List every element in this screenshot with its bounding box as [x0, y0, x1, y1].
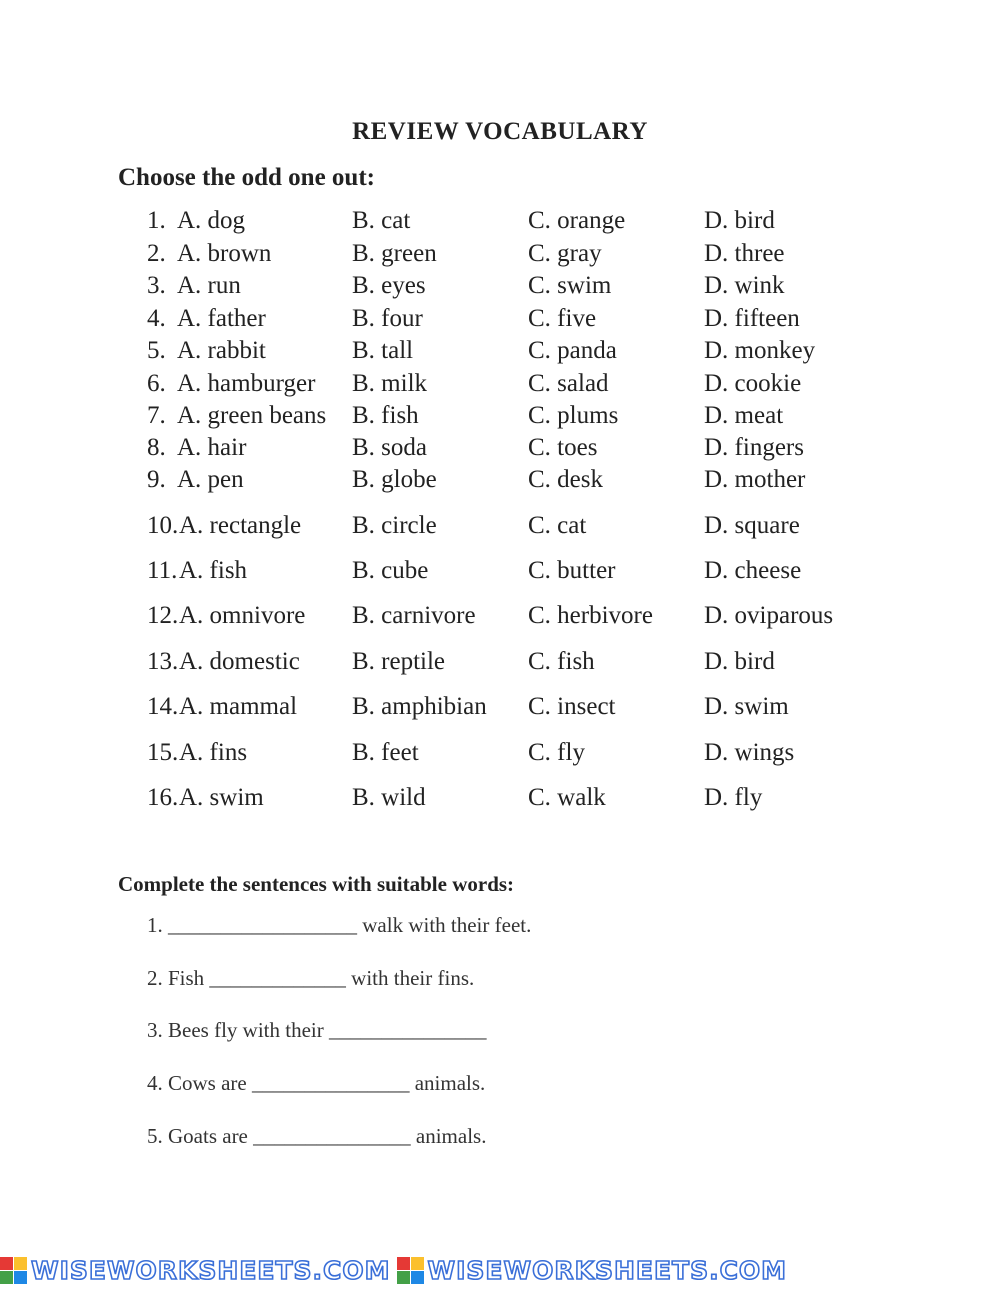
option-b: B. fish [352, 402, 419, 429]
option-b: B. carnivore [352, 602, 476, 629]
option-d: D. monkey [704, 337, 816, 364]
option-a: A. hair [177, 434, 247, 461]
option-b: B. tall [352, 337, 414, 364]
logo-tile [397, 1257, 410, 1270]
question-row [0, 207, 1000, 241]
question-row [0, 272, 1000, 306]
option-c: C. desk [528, 466, 603, 493]
option-a: A. brown [177, 240, 272, 267]
question-number: 14. [147, 693, 179, 720]
question-number: 4. [147, 305, 166, 332]
section-odd-one-out-heading: Choose the odd one out: [118, 164, 375, 191]
option-b: B. milk [352, 370, 428, 397]
option-b: B. wild [352, 784, 426, 811]
option-a: A. pen [177, 466, 244, 493]
option-c: C. plums [528, 402, 619, 429]
question-row [0, 370, 1000, 404]
question-row [0, 784, 1000, 818]
question-number: 7. [147, 402, 166, 429]
option-c: C. toes [528, 434, 598, 461]
option-d: D. bird [704, 207, 775, 234]
option-a: A. domestic [179, 648, 300, 675]
option-c: C. swim [528, 272, 612, 299]
option-b: B. amphibian [352, 693, 487, 720]
option-b: B. soda [352, 434, 427, 461]
option-c: C. walk [528, 784, 606, 811]
option-d: D. cheese [704, 557, 802, 584]
question-row [0, 693, 1000, 727]
question-row [0, 402, 1000, 436]
option-a: A. mammal [179, 693, 298, 720]
option-a: A. father [177, 305, 266, 332]
option-c: C. gray [528, 240, 602, 267]
option-d: D. wink [704, 272, 785, 299]
option-a: A. fins [179, 739, 248, 766]
question-row [0, 557, 1000, 591]
option-c: C. herbivore [528, 602, 653, 629]
option-d: D. square [704, 512, 800, 539]
option-c: C. fly [528, 739, 585, 766]
logo-tile [14, 1271, 27, 1284]
question-row [0, 512, 1000, 546]
question-number: 6. [147, 370, 166, 397]
question-number: 5. [147, 337, 166, 364]
brand-logo-icon [0, 1257, 27, 1284]
question-row [0, 337, 1000, 371]
worksheet-title: REVIEW VOCABULARY [352, 118, 648, 145]
question-number: 16. [147, 784, 179, 811]
brand-logo-icon [397, 1257, 424, 1284]
question-number: 9. [147, 466, 166, 493]
option-a: A. fish [179, 557, 248, 584]
option-c: C. cat [528, 512, 587, 539]
logo-tile [397, 1271, 410, 1284]
question-number: 8. [147, 434, 166, 461]
option-d: D. bird [704, 648, 775, 675]
option-d: D. three [704, 240, 785, 267]
question-row [0, 739, 1000, 773]
option-b: B. cube [352, 557, 429, 584]
question-number: 3. [147, 272, 166, 299]
sentence-item: 3. Bees fly with their _______________ [147, 1018, 487, 1042]
option-d: D. fly [704, 784, 763, 811]
question-row [0, 466, 1000, 500]
option-a: A. green beans [177, 402, 327, 429]
option-b: B. reptile [352, 648, 446, 675]
option-a: A. run [177, 272, 241, 299]
question-number: 11. [147, 557, 178, 584]
question-number: 1. [147, 207, 166, 234]
option-d: D. fifteen [704, 305, 800, 332]
sentence-item: 1. __________________ walk with their feet. [147, 913, 532, 937]
option-c: C. five [528, 305, 597, 332]
question-number: 12. [147, 602, 179, 629]
question-row [0, 240, 1000, 274]
brand-text: WISEWORKSHEETS.COM [31, 1255, 391, 1285]
logo-tile [411, 1271, 424, 1284]
footer-watermark [0, 1253, 1000, 1287]
option-c: C. salad [528, 370, 609, 397]
question-row [0, 305, 1000, 339]
option-a: A. swim [179, 784, 264, 811]
option-d: D. swim [704, 693, 789, 720]
option-a: A. omnivore [179, 602, 306, 629]
logo-tile [0, 1257, 13, 1270]
option-a: A. rectangle [179, 512, 302, 539]
option-c: C. butter [528, 557, 616, 584]
section-complete-sentences-heading: Complete the sentences with suitable words: [118, 872, 515, 896]
option-b: B. eyes [352, 272, 426, 299]
brand-text: WISEWORKSHEETS.COM [427, 1255, 788, 1285]
option-c: C. insect [528, 693, 616, 720]
question-row [0, 648, 1000, 682]
option-b: B. four [352, 305, 423, 332]
option-a: A. dog [177, 207, 246, 234]
sentence-item: 2. Fish _____________ with their fins. [147, 966, 475, 990]
question-number: 13. [147, 648, 179, 675]
option-c: C. panda [528, 337, 617, 364]
option-d: D. wings [704, 739, 795, 766]
option-d: D. oviparous [704, 602, 834, 629]
option-b: B. feet [352, 739, 419, 766]
option-b: B. circle [352, 512, 437, 539]
brand-block [0, 1256, 391, 1285]
option-d: D. meat [704, 402, 784, 429]
option-b: B. green [352, 240, 437, 267]
logo-tile [0, 1271, 13, 1284]
logo-tile [411, 1257, 424, 1270]
option-a: A. rabbit [177, 337, 266, 364]
option-b: B. cat [352, 207, 411, 234]
option-d: D. mother [704, 466, 806, 493]
option-c: C. orange [528, 207, 626, 234]
sentence-item: 4. Cows are _______________ animals. [147, 1071, 486, 1095]
option-c: C. fish [528, 648, 595, 675]
option-d: D. cookie [704, 370, 802, 397]
option-a: A. hamburger [177, 370, 316, 397]
brand-block [397, 1256, 788, 1285]
question-number: 15. [147, 739, 179, 766]
logo-tile [14, 1257, 27, 1270]
question-number: 10. [147, 512, 179, 539]
option-d: D. fingers [704, 434, 804, 461]
question-row [0, 602, 1000, 636]
question-number: 2. [147, 240, 166, 267]
option-b: B. globe [352, 466, 437, 493]
sentence-item: 5. Goats are _______________ animals. [147, 1124, 487, 1148]
question-row [0, 434, 1000, 468]
